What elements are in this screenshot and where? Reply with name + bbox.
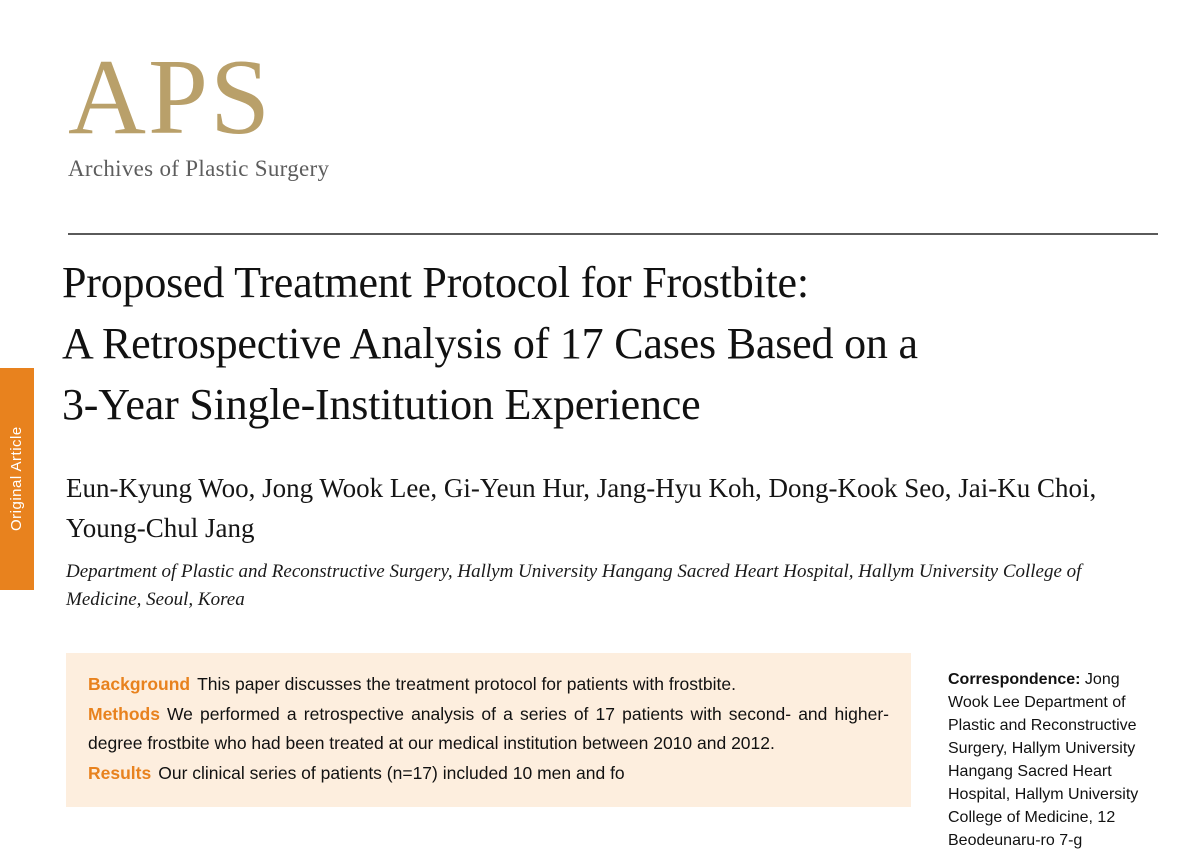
title-line-3: 3-Year Single-Institution Experience bbox=[62, 380, 701, 429]
abstract-label-methods: Methods bbox=[88, 704, 160, 724]
title-line-1: Proposed Treatment Protocol for Frostbite: bbox=[62, 258, 809, 307]
abstract-label-background: Background bbox=[88, 674, 191, 694]
article-type-tab bbox=[0, 368, 34, 590]
correspondence-label: Correspondence: bbox=[948, 671, 1081, 688]
article-type-label: Original Article bbox=[8, 426, 25, 532]
abstract-box bbox=[66, 653, 911, 807]
journal-masthead bbox=[68, 38, 368, 182]
abstract-text-methods: We performed a retrospective analysis of a series of 17 patients with second- and higher-degree frostbite who had been treated at our medical institution between 2010 and 2012. bbox=[88, 704, 889, 753]
journal-name: Archives of Plastic Surgery bbox=[68, 156, 330, 181]
header-divider bbox=[68, 233, 1158, 235]
author-list: Eun-Kyung Woo, Jong Wook Lee, Gi-Yeun Hur, Jang-Hyu Koh, Dong-Kook Seo, Jai-Ku Choi, Young-Chul Jang bbox=[66, 473, 1097, 543]
affiliation: Department of Plastic and Reconstructive Surgery, Hallym University Hangang Sacred Heart Hospital, Hallym University College of Medicine, Seoul, Korea bbox=[66, 561, 1082, 610]
title-line-2: A Retrospective Analysis of 17 Cases Based on a bbox=[62, 319, 918, 368]
page-title bbox=[62, 252, 1152, 435]
journal-logo: APS bbox=[68, 38, 273, 157]
correspondence-block bbox=[948, 668, 1163, 852]
abstract-label-results: Results bbox=[88, 763, 152, 783]
abstract-text-results: Our clinical series of patients (n=17) included 10 men and fo bbox=[158, 763, 625, 783]
abstract-section-methods bbox=[88, 700, 889, 758]
correspondence-address: Department of Plastic and Reconstructive Surgery, Hallym University Hangang Sacred Heart Hospital, Hallym University College of Medicine, 12 Beodeunaru-ro 7-g bbox=[948, 694, 1139, 849]
abstract-text-background: This paper discusses the treatment protocol for patients with frostbite. bbox=[197, 674, 736, 694]
abstract-section-background bbox=[88, 670, 889, 699]
abstract-section-results bbox=[88, 759, 889, 788]
correspondence-name: Jong Wook Lee bbox=[948, 671, 1120, 711]
